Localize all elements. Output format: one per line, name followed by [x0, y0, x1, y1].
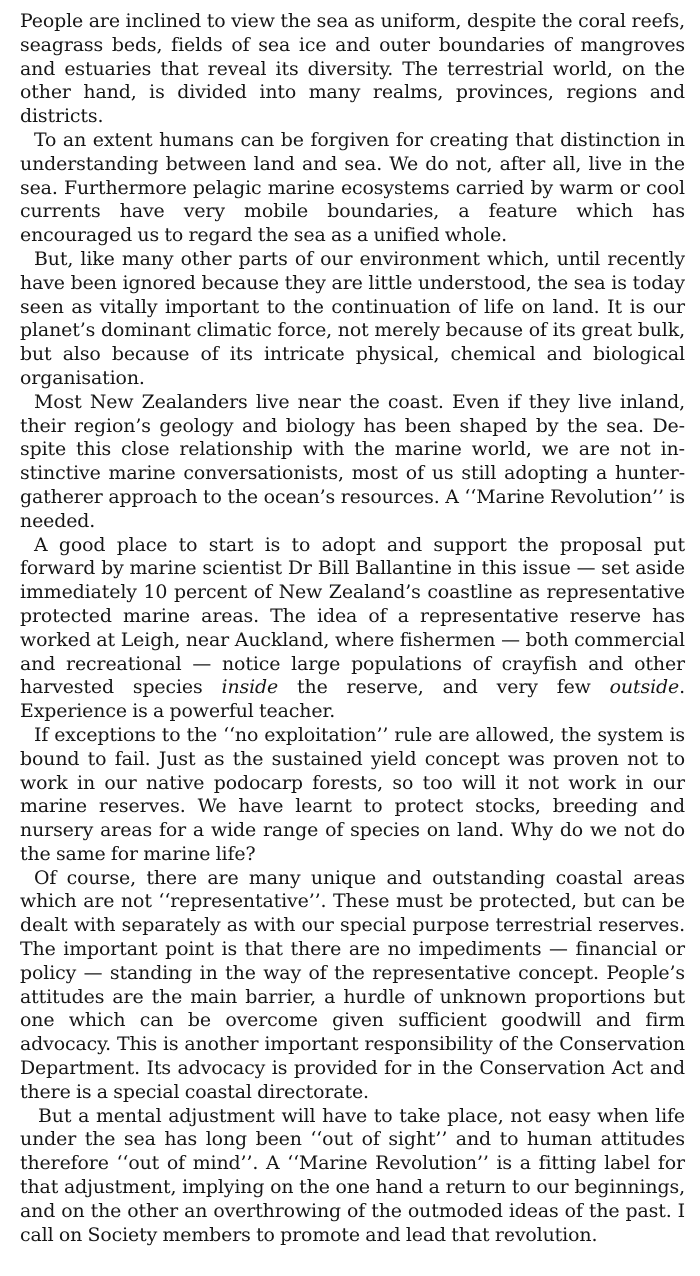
emphasis-inside: inside: [221, 676, 279, 699]
paragraph: [20, 248, 685, 391]
paragraph: [20, 867, 685, 1105]
paragraph-text: Of course, there are many unique and outstanding coastal areas which are not ‘‘representative’’. These must be protected, but can be dealt with separately as with our special purpose terrestrial reserves. The important point is that there are no impediments — financial or policy — standing in the way of the representative concept. People’s attitudes are the main barrier, a hurdle of unknown proportions but one which can be overcome given sufficient goodwill and firm advocacy. This is another important responsibility of the Conservation Department. Its advocacy is provided for in the Conservation Act and there is a special coastal directorate.: [20, 866, 685, 1103]
paragraph-text: the reserve, and very few: [278, 676, 610, 699]
paragraph-text: A good place to start is to adopt and support the proposal put forward by marine scientist Dr Bill Ballantine in this issue — set aside immediately 10 percent of New Zealand’s coastline as representative protected marine areas. The idea of a representative reserve has worked at Leigh, near Auckland, where fishermen — both commercial and recreational — notice large populations of crayfish and other harvested species: [20, 533, 685, 699]
paragraph-text: . Experience is a powerful teacher.: [20, 676, 685, 723]
paragraph: [20, 129, 685, 248]
paragraph: [20, 534, 685, 724]
paragraph-text: To an extent humans can be forgiven for creating that distinction in understanding between land and sea. We do not, after all, live in the sea. Furthermore pelagic marine ecosystems carried by warm or cool currents have very mobile boundaries, a feature which has encouraged us to regard the sea as a unified whole.: [20, 128, 685, 247]
paragraph-text: Most New Zealanders live near the coast. Even if they live inland, their region’s geology and biology has been shaped by the sea. Despite this close relationship with the marine world, we are not instinctive marine conversationists, most of us still adopting a hunter-gatherer approach to the ocean’s resources. A ‘‘Marine Revolution’’ is needed.: [20, 390, 685, 532]
paragraph: [20, 10, 685, 129]
paragraph: [20, 1105, 685, 1248]
emphasis-outside: outside: [609, 676, 680, 699]
paragraph: [20, 724, 685, 867]
paragraph-text: But a mental adjustment will have to take place, not easy when life under the sea has long been ‘‘out of sight’’ and to human attitudes therefore ‘‘out of mind’’. A ‘‘Marine Revolution’’ is a fitting label for that adjustment, implying on the one hand a return to our beginnings, and on the other an overthrowing of the outmoded ideas of the past. I call on Society members to promote and lead that revolution.: [20, 1104, 685, 1246]
paragraph-text: People are inclined to view the sea as uniform, despite the coral reefs, seagrass beds, fields of sea ice and outer boundaries of mangroves and estuaries that reveal its diversity. The terrestrial world, on the other hand, is divided into many realms, provinces, regions and districts.: [20, 10, 685, 128]
article-body: [20, 10, 685, 1247]
paragraph-text: If exceptions to the ‘‘no exploitation’’ rule are allowed, the system is bound to fail. Just as the sustained yield concept was proven not to work in our native podocarp forests, so too will it not work in our marine reserves. We have learnt to protect stocks, breeding and nursery areas for a wide range of species on land. Why do we not do the same for marine life?: [20, 723, 685, 865]
paragraph-text: But, like many other parts of our environment which, until recently have been ignored because they are little understood, the sea is today seen as vitally important to the continuation of life on land. It is our planet’s dominant climatic force, not merely because of its great bulk, but also because of its intricate physical, chemical and biological organisation.: [20, 247, 685, 389]
paragraph: [20, 391, 685, 534]
